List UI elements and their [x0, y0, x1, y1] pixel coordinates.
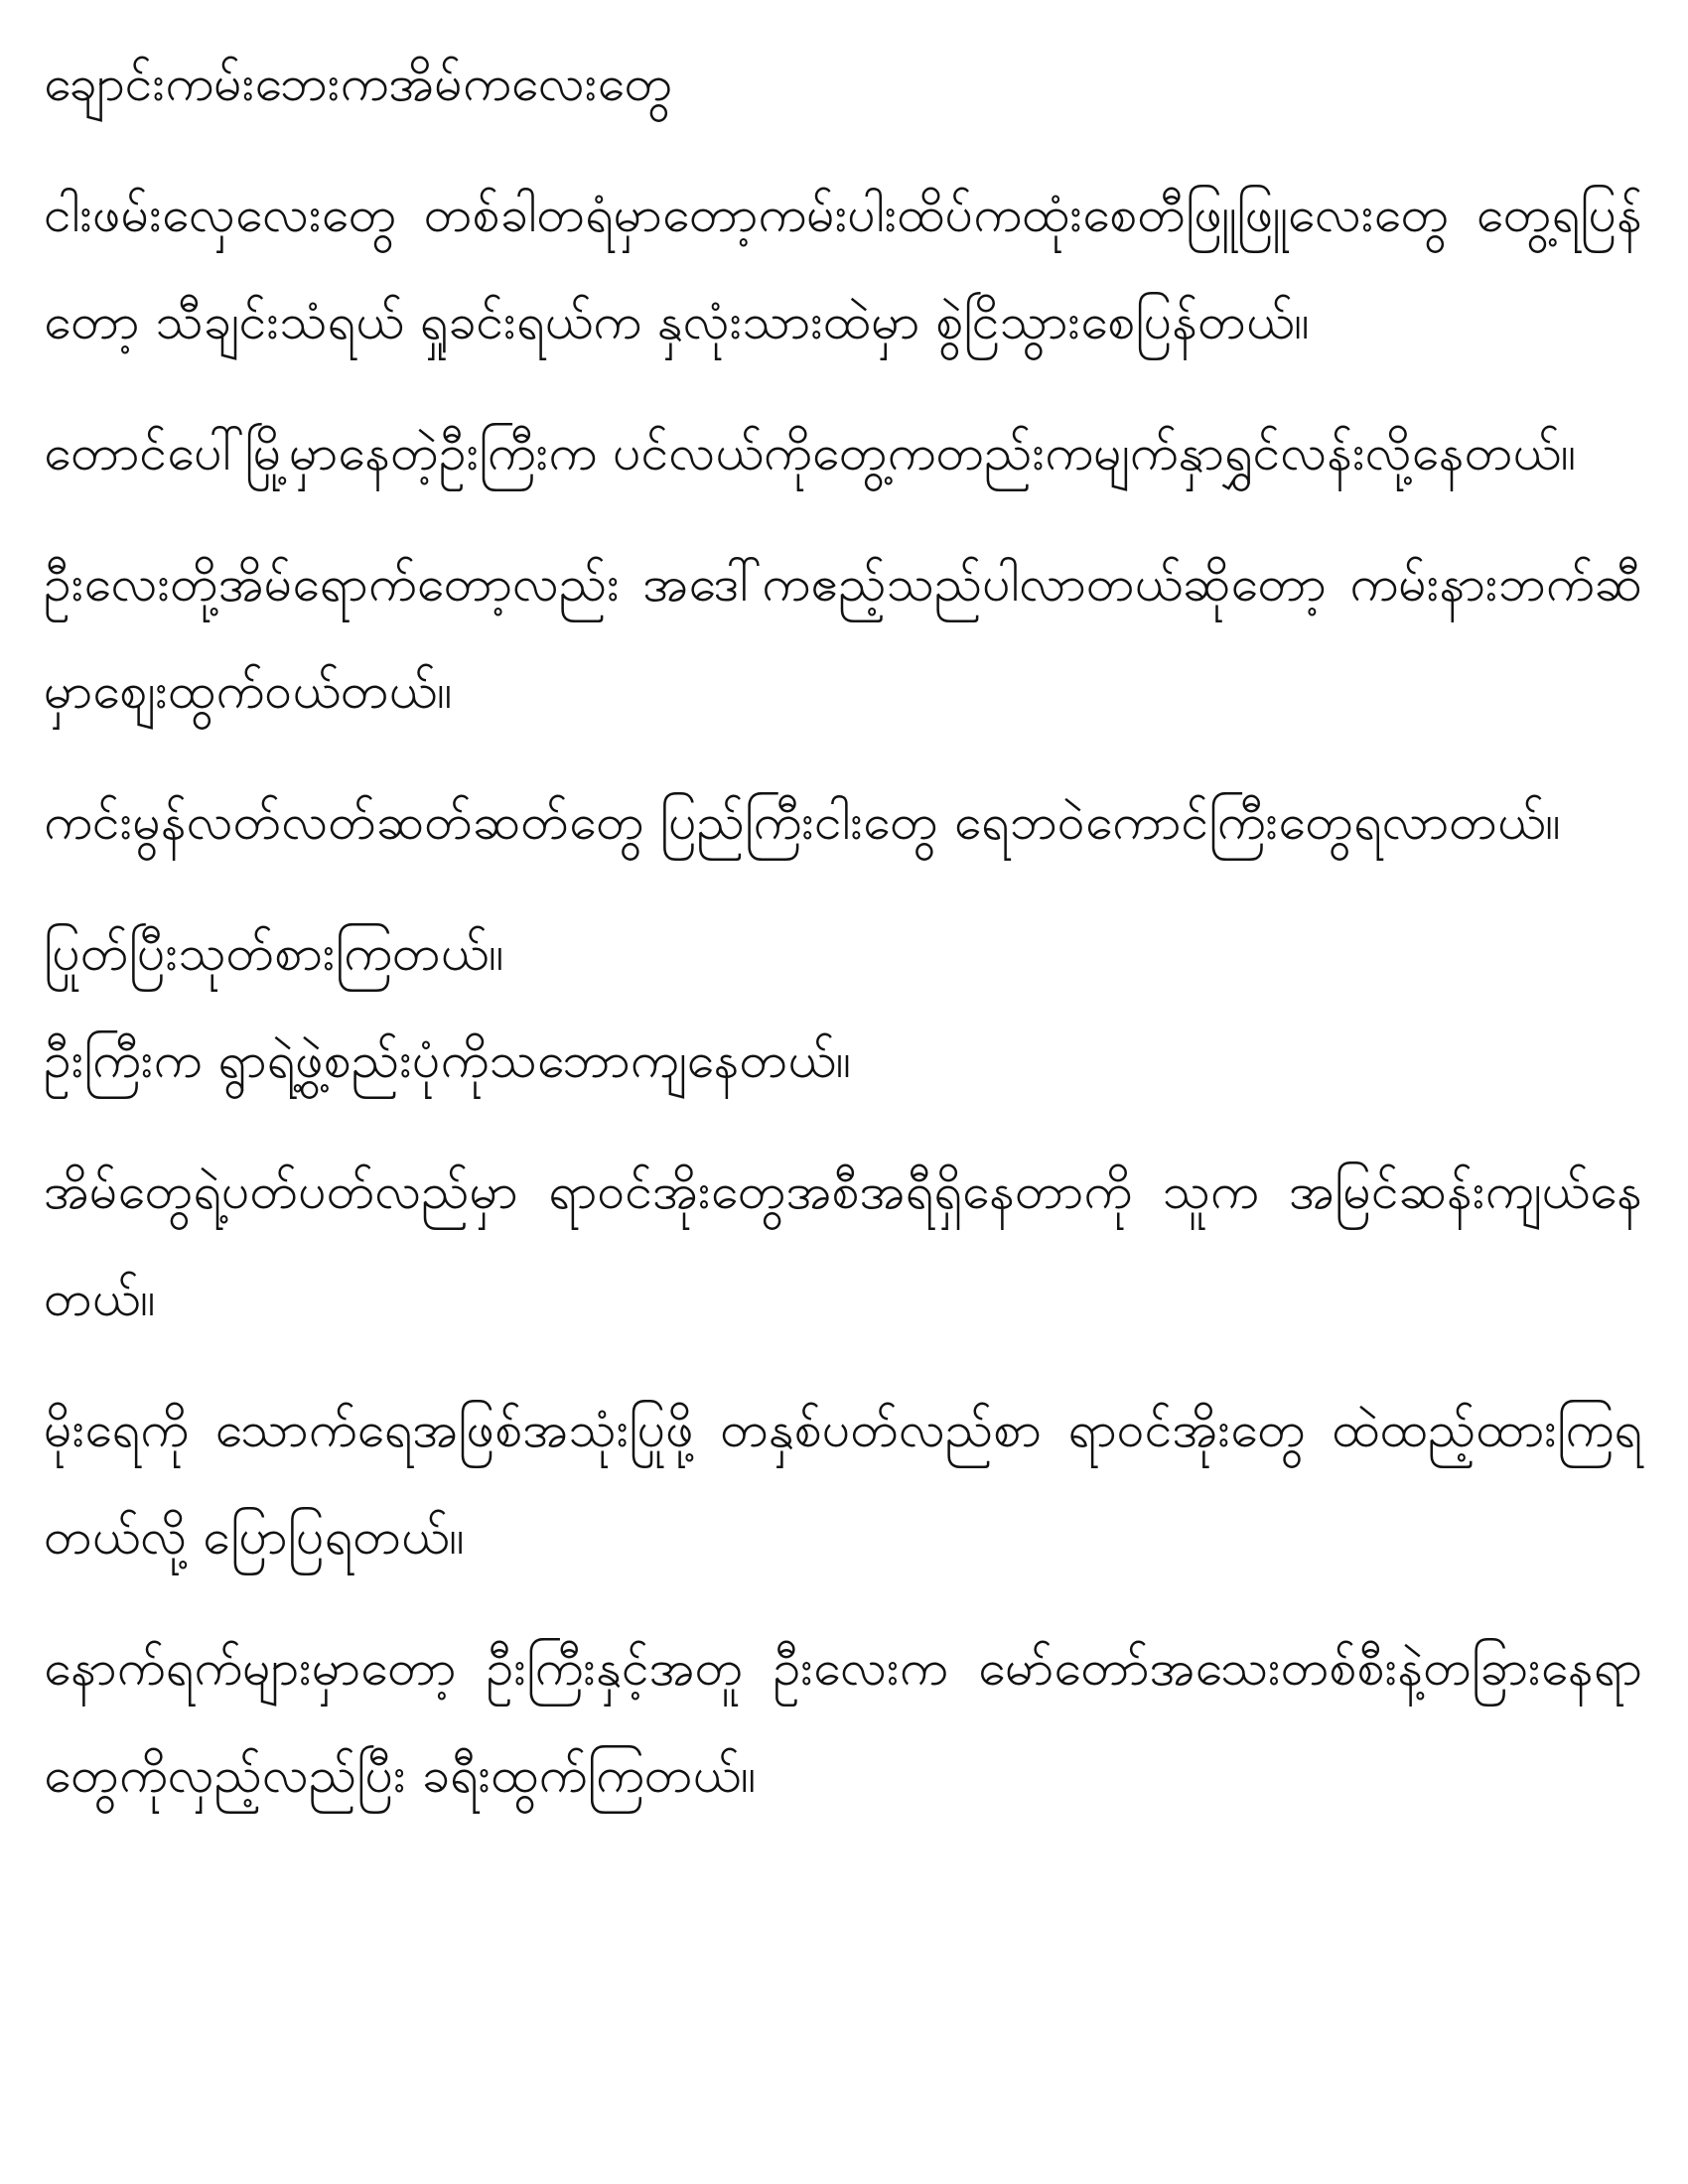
paragraph-8: အိမ်တွေရဲ့ပတ်ပတ်လည်မှာ ရာဝင်အိုးတွေအစီအရီရှိနေတာကို သူက အမြင်ဆန်းကျယ်နေတယ်။ [44, 1162, 1642, 1327]
paragraph-6: ပြုတ်ပြီးသုတ်စားကြတယ်။ [44, 924, 504, 982]
paragraph-5: ကင်းမွန်လတ်လတ်ဆတ်ဆတ်တွေ ပြည်ကြီးငါးတွေ ရေဘဝဲကောင်ကြီးတွေရလာတယ်။ [44, 793, 1561, 851]
paragraph-7: ဦးကြီးက ရွာရဲ့ဖွဲ့စည်းပုံကိုသဘောကျနေတယ်။ [44, 1031, 851, 1089]
paragraph-10: နောက်ရက်များမှာတော့ ဦးကြီးနှင့်အတူ ဦးလေးက မော်တော်အသေးတစ်စီးနဲ့တခြားနေရာတွေကိုလှည့်လည်ပြီး ခရီးထွက်ကြတယ်။ [44, 1639, 1642, 1804]
paragraph-4: ဦးလေးတို့အိမ်ရောက်တော့လည်း အဒေါ်ကဧည့်သည်ပါလာတယ်ဆိုတော့ ကမ်းနားဘက်ဆီမှာစျေးထွက်ဝယ်တယ်။ [44, 555, 1642, 720]
story-page [44, 30, 1642, 1852]
paragraph-3: တောင်ပေါ်မြို့မှာနေတဲ့ဦးကြီးက ပင်လယ်ကိုတွေ့ကတည်းကမျက်နှာရွှင်လန်းလို့နေတယ်။ [44, 424, 1577, 481]
paragraph-1: ချောင်းကမ်းဘေးကအိမ်ကလေးတွေ [44, 55, 673, 112]
paragraph-2: ငါးဖမ်းလှေလေးတွေ တစ်ခါတရံမှာတော့ကမ်းပါးထိပ်ကထုံးစေတီဖြူဖြူလေးတွေ တွေ့ရပြန်တော့ သီချင်းသံရယ် ရှုခင်းရယ်က နှလုံးသားထဲမှာ စွဲငြိသွားစေပြန်တယ်။ [44, 186, 1642, 350]
paragraph-9: မိုးရေကို သောက်ရေအဖြစ်အသုံးပြုဖို့ တနှစ်ပတ်လည်စာ ရာဝင်အိုးတွေ ထဲထည့်ထားကြရတယ်လို့ ပြောပြရတယ်။ [44, 1401, 1642, 1566]
